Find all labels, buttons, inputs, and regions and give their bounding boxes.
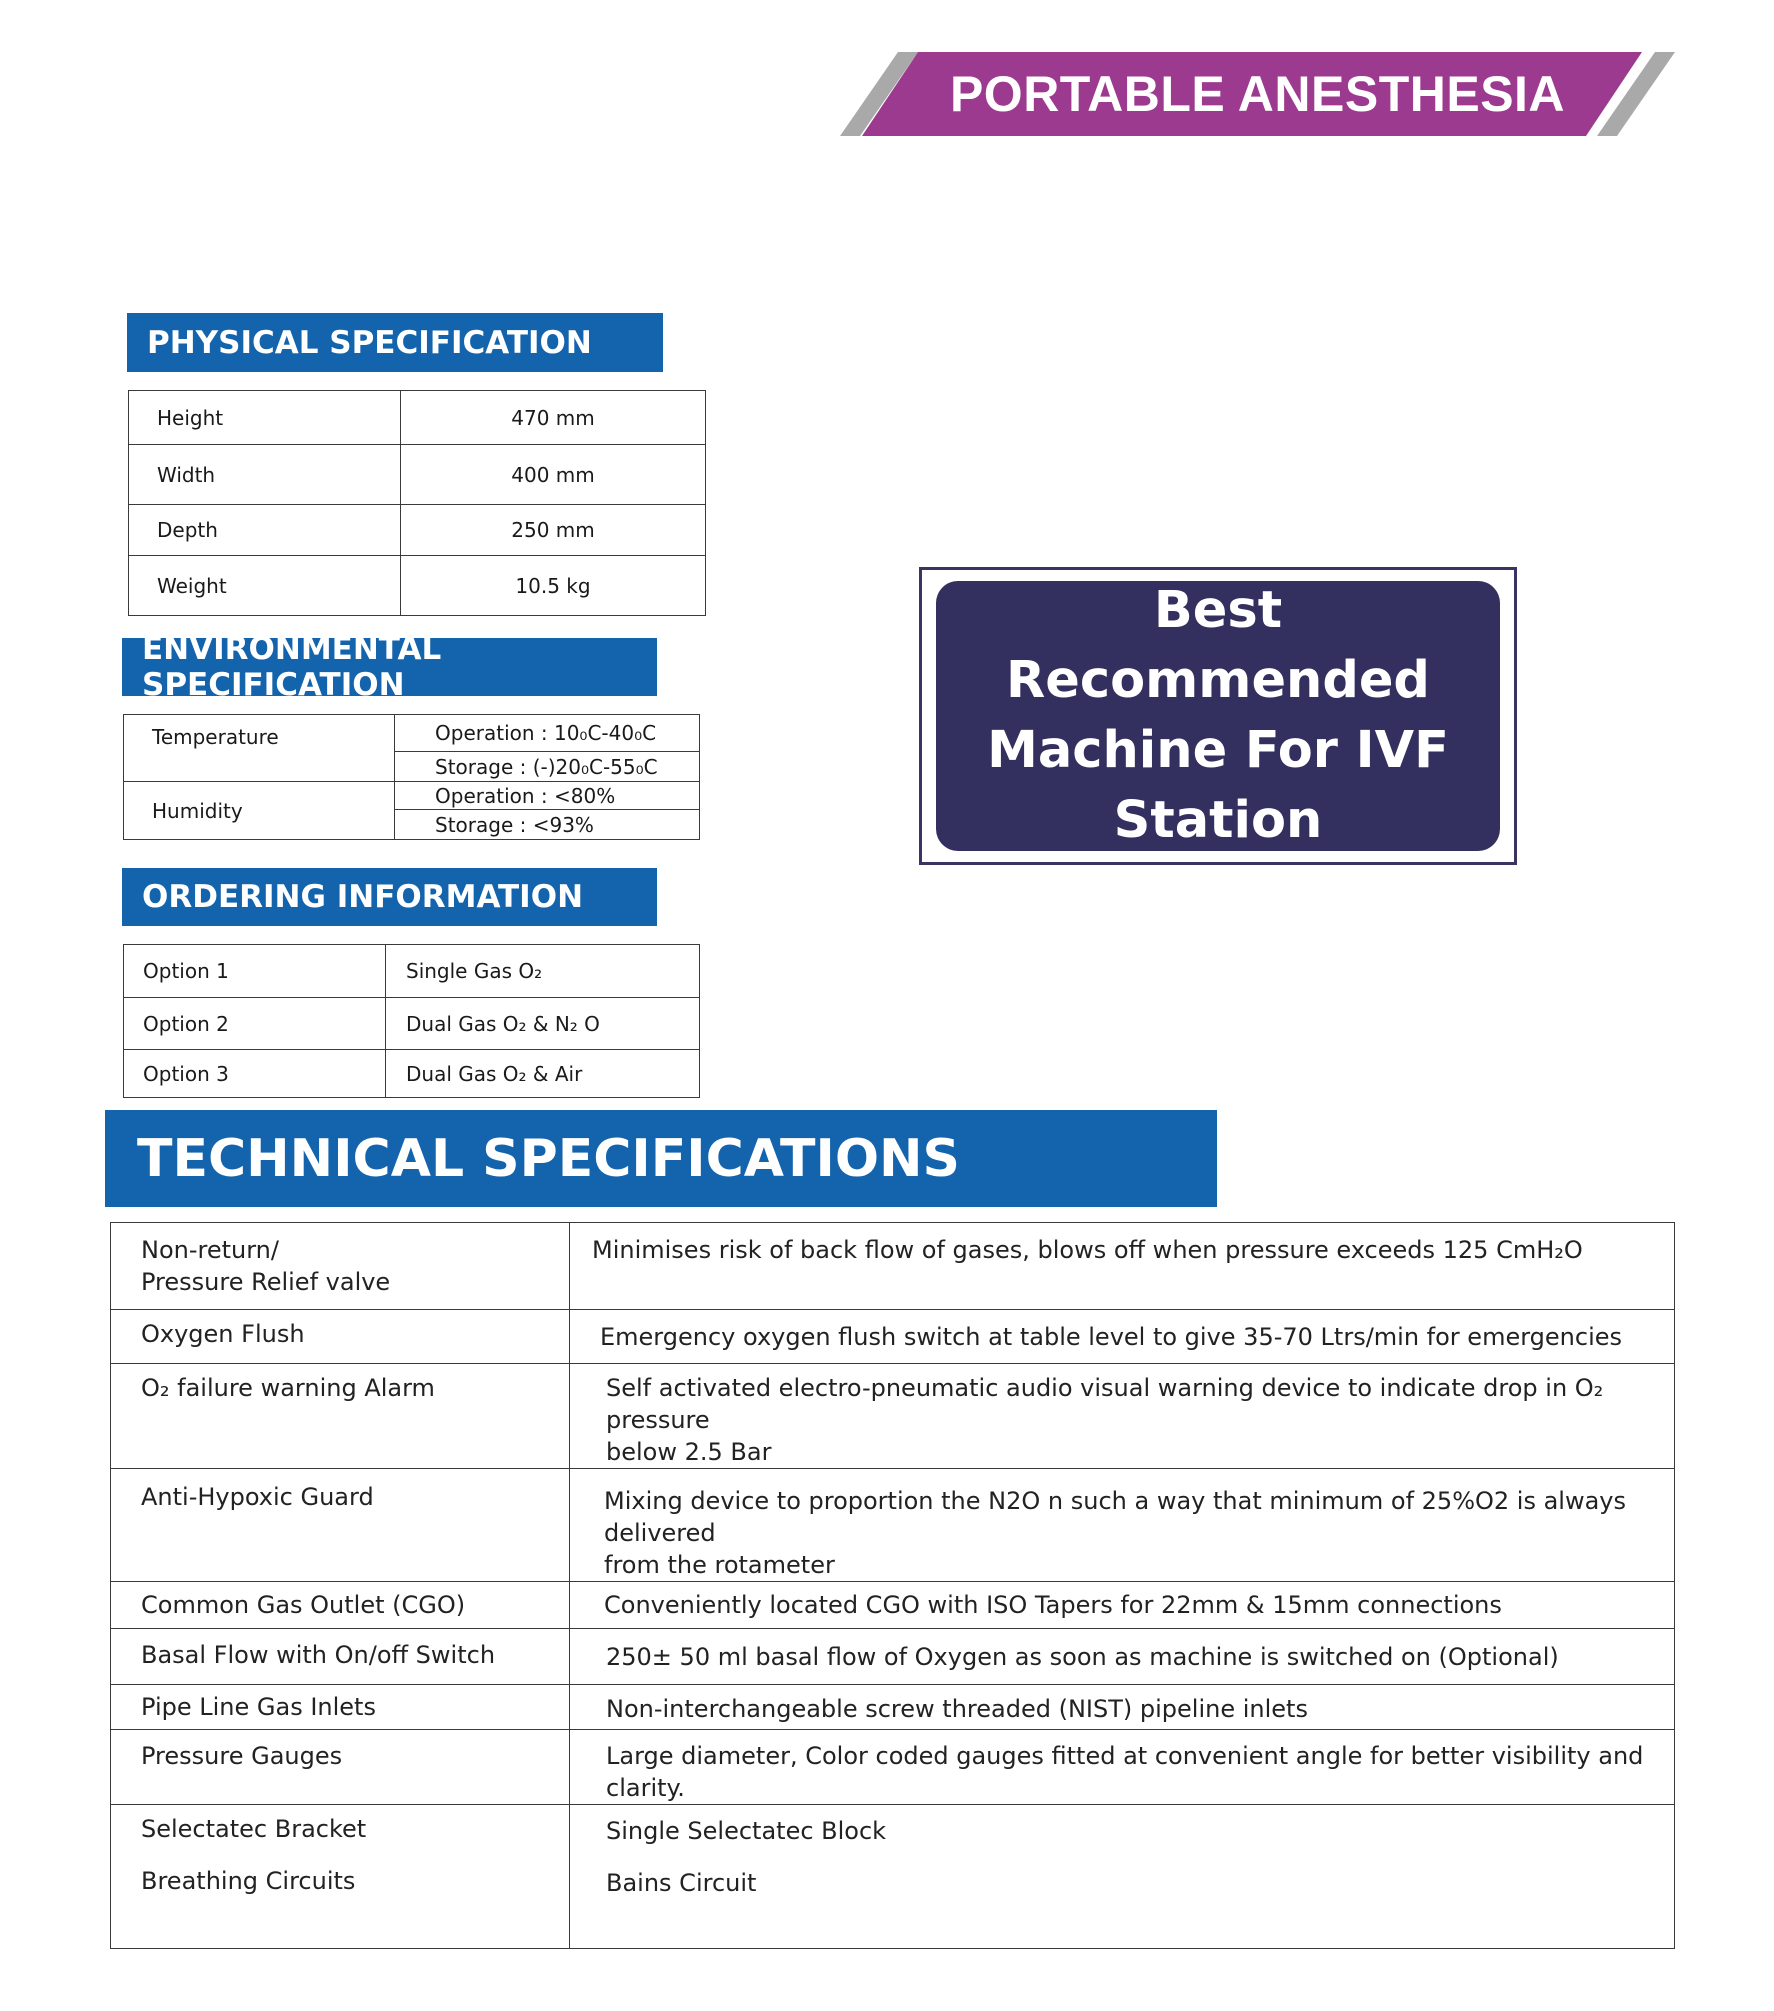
tech-key — [111, 1223, 570, 1310]
spec-value: Dual Gas O₂ & N₂ O — [386, 998, 700, 1050]
physical-spec-table — [128, 390, 706, 616]
spec-label: Option 3 — [124, 1050, 386, 1098]
tech-value — [570, 1582, 1675, 1629]
tech-key — [111, 1582, 570, 1629]
tech-key-line: O₂ failure warning Alarm — [141, 1374, 435, 1402]
recommendation-line: Best Recommended — [1006, 581, 1430, 710]
spec-value: 10.5 kg — [401, 556, 706, 616]
tech-value — [570, 1469, 1675, 1582]
tech-value-line: Mixing device to proportion the N2O n such a way that minimum of 25%O2 is always delivered — [604, 1487, 1627, 1547]
tech-key — [111, 1629, 570, 1685]
recommendation-panel — [936, 581, 1500, 851]
tech-value-line: Emergency oxygen flush switch at table level to give 35-70 Ltrs/min for emergencies — [600, 1323, 1623, 1351]
tech-value-line: Large diameter, Color coded gauges fitted at convenient angle for better visibility and clarity. — [606, 1742, 1644, 1802]
spec-value: 470 mm — [401, 391, 706, 445]
tech-value — [570, 1629, 1675, 1685]
tech-key-line: Selectatec Bracket — [141, 1815, 367, 1843]
tech-value-line: from the rotameter — [604, 1551, 835, 1579]
tech-key-line: Pressure Relief valve — [141, 1268, 391, 1296]
spec-label: Humidity — [124, 782, 395, 840]
table-row — [129, 505, 706, 556]
title-banner — [840, 52, 1675, 136]
tech-key — [111, 1730, 570, 1805]
environmental-spec-table — [123, 714, 700, 840]
environmental-spec-heading: ENVIRONMENTAL SPECIFICATION — [122, 638, 657, 696]
table-row — [111, 1629, 1675, 1685]
table-row — [124, 1050, 700, 1098]
tech-value-line: Minimises risk of back flow of gases, blows off when pressure exceeds 125 CmH₂O — [592, 1236, 1583, 1264]
tech-value — [570, 1685, 1675, 1730]
table-row — [111, 1364, 1675, 1469]
technical-spec-table — [110, 1222, 1675, 1949]
spec-value: 400 mm — [401, 445, 706, 505]
recommendation-line: Machine For IVF — [987, 721, 1449, 780]
tech-key-line: Breathing Circuits — [141, 1867, 356, 1895]
table-row — [111, 1730, 1675, 1805]
table-row — [111, 1805, 1675, 1949]
spec-label: Temperature — [124, 715, 395, 782]
tech-key-line: Basal Flow with On/off Switch — [141, 1641, 496, 1669]
table-row — [129, 445, 706, 505]
spec-label: Height — [129, 391, 401, 445]
spec-label: Weight — [129, 556, 401, 616]
table-row — [111, 1223, 1675, 1310]
spec-value: Operation : <80% — [395, 782, 700, 810]
spec-value: 250 mm — [401, 505, 706, 556]
tech-key — [111, 1364, 570, 1469]
tech-key-line: Anti-Hypoxic Guard — [141, 1483, 374, 1511]
table-row — [129, 391, 706, 445]
tech-key-line: Non-return/ — [141, 1236, 279, 1264]
spec-value: Single Gas O₂ — [386, 945, 700, 998]
spec-value: Dual Gas O₂ & Air — [386, 1050, 700, 1098]
table-row — [129, 556, 706, 616]
table-row — [124, 945, 700, 998]
ordering-info-heading: ORDERING INFORMATION — [122, 868, 657, 926]
table-row — [111, 1685, 1675, 1730]
table-row — [111, 1469, 1675, 1582]
tech-value — [570, 1223, 1675, 1310]
recommendation-box — [919, 567, 1517, 865]
tech-value-line: below 2.5 Bar — [606, 1438, 772, 1466]
tech-value-line: 250± 50 ml basal flow of Oxygen as soon as machine is switched on (Optional) — [606, 1643, 1559, 1671]
recommendation-line: Station — [1113, 791, 1323, 850]
tech-value-line: Self activated electro-pneumatic audio visual warning device to indicate drop in O₂ pressure — [606, 1374, 1604, 1434]
table-row — [111, 1582, 1675, 1629]
table-row — [111, 1310, 1675, 1364]
spec-label: Option 2 — [124, 998, 386, 1050]
spec-value: Storage : (-)20₀C-55₀C — [395, 752, 700, 782]
table-row — [124, 782, 700, 810]
tech-value — [570, 1730, 1675, 1805]
spec-label: Option 1 — [124, 945, 386, 998]
tech-key-line: Oxygen Flush — [141, 1320, 305, 1348]
page-title: PORTABLE ANESTHESIA — [949, 66, 1566, 122]
tech-key — [111, 1805, 570, 1949]
table-row — [124, 998, 700, 1050]
tech-value-line: Conveniently located CGO with ISO Tapers for 22mm & 15mm connections — [604, 1591, 1502, 1619]
tech-key-line: Pipe Line Gas Inlets — [141, 1693, 376, 1721]
tech-value-line: Non-interchangeable screw threaded (NIST) pipeline inlets — [606, 1695, 1308, 1723]
technical-spec-heading: TECHNICAL SPECIFICATIONS — [105, 1110, 1217, 1207]
ordering-info-table — [123, 944, 700, 1098]
spec-value: Operation : 10₀C-40₀C — [395, 715, 700, 752]
table-row — [124, 715, 700, 752]
spec-label: Depth — [129, 505, 401, 556]
tech-value — [570, 1310, 1675, 1364]
tech-key-line: Pressure Gauges — [141, 1742, 343, 1770]
tech-key — [111, 1469, 570, 1582]
spec-label: Width — [129, 445, 401, 505]
tech-value-line: Bains Circuit — [606, 1869, 757, 1897]
tech-key — [111, 1685, 570, 1730]
tech-value — [570, 1805, 1675, 1949]
physical-spec-heading: PHYSICAL SPECIFICATION — [127, 313, 663, 372]
tech-key — [111, 1310, 570, 1364]
spec-value: Storage : <93% — [395, 810, 700, 840]
tech-value — [570, 1364, 1675, 1469]
tech-key-line: Common Gas Outlet (CGO) — [141, 1591, 466, 1619]
tech-value-line: Single Selectatec Block — [606, 1817, 887, 1845]
